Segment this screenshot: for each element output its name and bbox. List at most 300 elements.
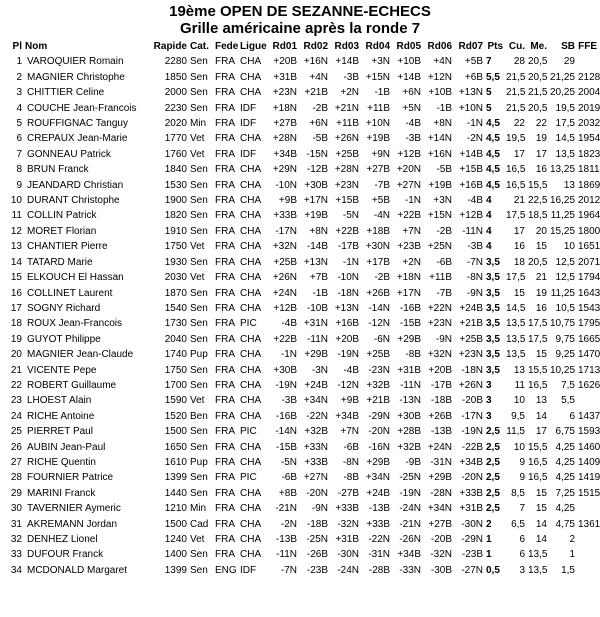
cell-ligue: CHA <box>240 364 262 376</box>
cell-me: 15 <box>535 503 547 515</box>
cell-rd07: -19N <box>461 426 483 438</box>
cell-rd04: +5B <box>371 195 390 207</box>
cell-rd03: -6B <box>343 441 359 453</box>
cell-rd05: +18N <box>396 272 421 284</box>
cell-rd02: +21B <box>304 87 328 99</box>
cell-rd01: +24N <box>272 287 297 299</box>
cell-rd03: -27B <box>337 487 359 499</box>
cell-nom: AUBIN Jean-Paul <box>27 441 106 453</box>
cell-ligue: CHA <box>240 210 262 222</box>
cell-ligue: CHA <box>240 379 262 391</box>
cell-sb: 19,5 <box>555 102 575 114</box>
cell-pl: 22 <box>10 379 22 391</box>
cell-nom: DUFOUR Franck <box>27 549 104 561</box>
cell-ligue: CHA <box>240 241 262 253</box>
cell-rd02: +29B <box>304 349 328 361</box>
cell-rapide: 1530 <box>164 179 187 191</box>
cell-pts: 4,5 <box>486 133 500 145</box>
cell-cu: 16 <box>513 241 525 253</box>
cell-fede: FRA <box>215 148 235 160</box>
cell-rd03: -19N <box>337 349 359 361</box>
cell-rd06: -30B <box>430 564 452 576</box>
cell-fede: FRA <box>215 56 235 68</box>
cell-pl: 6 <box>16 133 22 145</box>
cell-nom: TATARD Marie <box>27 256 93 268</box>
cell-rd02: +24B <box>304 379 328 391</box>
cell-rd07: -2N <box>466 133 483 145</box>
cell-pts: 3,5 <box>486 364 500 376</box>
cell-me: 14 <box>535 410 547 422</box>
cell-rd02: +31N <box>303 318 328 330</box>
cell-cu: 3 <box>519 564 525 576</box>
cell-cat: Sen <box>190 195 208 207</box>
cell-rd03: -30N <box>337 549 359 561</box>
cell-rd05: +14B <box>397 71 421 83</box>
cell-rd07: +24B <box>459 302 483 314</box>
cell-rd03: +21N <box>334 102 359 114</box>
header-rd05: Rd05 <box>396 41 421 52</box>
cell-cat: Pup <box>190 456 208 468</box>
cell-rd04: +3N <box>371 56 390 68</box>
cell-rd06: -5B <box>436 164 452 176</box>
table-row <box>0 378 600 393</box>
cell-pts: 3,5 <box>486 349 500 361</box>
cell-fede: FRA <box>215 71 235 83</box>
cell-sb: 12,5 <box>555 272 575 284</box>
cell-rapide: 1590 <box>164 395 187 407</box>
cell-cat: Vet <box>190 241 205 253</box>
cell-ligue: CHA <box>240 349 262 361</box>
cell-pts: 2,5 <box>486 426 500 438</box>
cell-me: 15 <box>535 487 547 499</box>
cell-nom: CHITTIER Celine <box>27 87 105 99</box>
cell-sb: 12,5 <box>555 256 575 268</box>
cell-rd06: +12N <box>427 71 452 83</box>
cell-rd05: +27N <box>396 179 421 191</box>
cell-rd04: +26B <box>366 287 390 299</box>
cell-rd07: +5B <box>464 56 483 68</box>
cell-rd05: +12B <box>397 148 421 160</box>
cell-rd04: -4N <box>373 210 390 222</box>
cell-rd05: -13N <box>399 395 421 407</box>
cell-rd07: +13N <box>458 87 483 99</box>
cell-rd04: +29B <box>366 456 390 468</box>
cell-sb: 14,5 <box>555 133 575 145</box>
cell-nom: VICENTE Pepe <box>27 364 97 376</box>
cell-cu: 8,5 <box>511 487 525 499</box>
cell-rd07: +14B <box>459 148 483 160</box>
cell-rd07: +23N <box>458 349 483 361</box>
cell-rd01: +30B <box>273 364 297 376</box>
cell-rd02: +32B <box>304 426 328 438</box>
cell-me: 20,5 <box>528 102 548 114</box>
cell-rd06: -9N <box>435 333 452 345</box>
table-row <box>0 393 600 408</box>
cell-rd04: -23N <box>368 364 390 376</box>
cell-sb: 21,25 <box>550 71 576 83</box>
cell-nom: DURANT Christophe <box>27 195 120 207</box>
cell-pts: 3 <box>486 410 492 422</box>
cell-rd05: -16B <box>399 302 421 314</box>
cell-pl: 14 <box>10 256 22 268</box>
cell-fede: FRA <box>215 195 235 207</box>
cell-rapide: 1730 <box>164 318 187 330</box>
cell-pts: 4 <box>486 225 492 237</box>
cell-fede: FRA <box>215 287 235 299</box>
cell-cat: Sen <box>190 225 208 237</box>
table-row <box>0 131 600 146</box>
cell-rapide: 1700 <box>164 379 187 391</box>
cell-rd03: +7N <box>340 426 359 438</box>
cell-rd04: +34N <box>365 472 390 484</box>
cell-ffe: 1543 <box>578 302 600 314</box>
cell-rd02: +19B <box>304 210 328 222</box>
cell-nom: GUYOT Philippe <box>27 333 101 345</box>
cell-me: 16 <box>535 164 547 176</box>
cell-rd06: -31N <box>430 456 452 468</box>
cell-pts: 3,5 <box>486 302 500 314</box>
cell-sb: 10,5 <box>555 302 575 314</box>
cell-rd07: +12B <box>459 210 483 222</box>
cell-rd05: +5N <box>402 102 421 114</box>
cell-rd05: -9B <box>405 456 421 468</box>
cell-rd02: +27N <box>303 472 328 484</box>
cell-fede: FRA <box>215 518 235 530</box>
cell-rd01: -3B <box>281 395 297 407</box>
table-row <box>0 347 600 362</box>
cell-ffe: 1713 <box>578 364 600 376</box>
header-cat: Cat. <box>190 41 209 52</box>
cell-rd05: +23B <box>397 241 421 253</box>
cell-rd01: +27B <box>273 118 297 130</box>
cell-fede: FRA <box>215 118 235 130</box>
cell-rapide: 1440 <box>164 487 187 499</box>
table-row <box>0 162 600 177</box>
cell-nom: MCDONALD Margaret <box>27 564 128 576</box>
cell-rd02: +7B <box>309 272 328 284</box>
cell-cat: Ben <box>190 410 208 422</box>
table-row <box>0 455 600 470</box>
cell-rd01: -14N <box>275 426 297 438</box>
table-row <box>0 517 600 532</box>
cell-pl: 26 <box>10 441 22 453</box>
cell-rd05: +7N <box>402 225 421 237</box>
cell-sb: 16,25 <box>550 195 576 207</box>
cell-rd01: -4B <box>281 318 297 330</box>
cell-pts: 4 <box>486 241 492 253</box>
cell-me: 20,5 <box>528 56 548 68</box>
cell-ligue: CHA <box>240 503 262 515</box>
cell-rd03: +25B <box>335 148 359 160</box>
cell-pl: 20 <box>10 349 22 361</box>
cell-pts: 3,5 <box>486 318 500 330</box>
cell-rd02: -20N <box>306 487 328 499</box>
cell-rd07: -11N <box>462 225 483 237</box>
cell-rd04: +25B <box>366 349 390 361</box>
cell-rd01: +22B <box>273 333 297 345</box>
cell-rd04: +24B <box>366 487 390 499</box>
cell-pts: 4 <box>486 195 492 207</box>
cell-pts: 1 <box>486 534 492 545</box>
cell-rd07: -27N <box>461 564 483 576</box>
header-nom: Nom <box>25 41 48 52</box>
cell-rd07: -18N <box>461 364 483 376</box>
cell-nom: COUCHE Jean-Francois <box>27 102 137 114</box>
cell-rd03: -17B <box>337 241 359 253</box>
header-rd07: Rd07 <box>458 41 483 52</box>
cell-cat: Vet <box>190 395 205 407</box>
cell-rd05: +34B <box>397 549 421 561</box>
cell-rd03: +14B <box>335 56 359 68</box>
cell-rd05: +32B <box>397 441 421 453</box>
cell-rd05: -21N <box>399 518 421 530</box>
cell-rd04: +10N <box>365 118 390 130</box>
cell-rd03: -4B <box>343 364 359 376</box>
cell-rd02: -2B <box>312 102 328 114</box>
cell-pl: 29 <box>10 487 22 499</box>
cell-rd04: +27B <box>366 164 390 176</box>
cell-rd03: +9B <box>340 395 359 407</box>
header-rd04: Rd04 <box>365 41 390 52</box>
cell-ligue: CHA <box>240 549 262 561</box>
cell-rd04: +19B <box>366 133 390 145</box>
cell-pts: 2,5 <box>486 441 500 453</box>
cell-rd06: +32N <box>427 349 452 361</box>
tournament-title: 19ème OPEN DE SEZANNE-ECHECS <box>169 3 431 20</box>
cell-rd01: +28N <box>272 133 297 145</box>
cell-ligue: PIC <box>240 426 257 438</box>
cell-ffe: 1811 <box>578 164 600 176</box>
cell-rapide: 2000 <box>164 87 187 99</box>
cell-rd06: -32N <box>430 549 452 561</box>
cell-pl: 8 <box>16 164 22 176</box>
cell-me: 14 <box>535 518 547 530</box>
cell-rd01: +26N <box>272 272 297 284</box>
cell-nom: MAGNIER Jean-Claude <box>27 349 134 361</box>
cell-fede: FRA <box>215 456 235 468</box>
cell-rapide: 1500 <box>164 426 187 438</box>
cell-rd02: +17N <box>303 195 328 207</box>
cell-rd02: -1B <box>312 287 328 299</box>
cell-rd04: +15N <box>365 71 390 83</box>
cell-rd03: +13N <box>334 302 359 314</box>
cell-rd04: -22N <box>368 534 390 545</box>
cell-ligue: CHA <box>240 534 262 545</box>
cell-me: 16 <box>535 302 547 314</box>
cell-rd02: -15N <box>306 148 328 160</box>
table-row <box>0 101 600 116</box>
cell-pl: 32 <box>10 534 22 545</box>
cell-me: 21 <box>535 272 547 284</box>
cell-rd06: -13B <box>430 426 452 438</box>
cell-rd04: -12N <box>368 318 390 330</box>
cell-ligue: CHA <box>240 164 262 176</box>
cell-rd01: -7N <box>280 564 297 576</box>
cell-fede: FRA <box>215 364 235 376</box>
cell-pts: 4,5 <box>486 118 500 130</box>
cell-cu: 22 <box>513 118 525 130</box>
cell-ligue: CHA <box>240 256 262 268</box>
cell-rd04: -13B <box>368 503 390 515</box>
cell-rd04: -6N <box>373 333 390 345</box>
cell-rd03: -3B <box>343 71 359 83</box>
cell-pts: 4,5 <box>486 179 500 191</box>
table-row <box>0 286 600 301</box>
cell-rapide: 1750 <box>164 364 187 376</box>
cell-ligue: IDF <box>240 118 257 130</box>
table-row <box>0 54 600 69</box>
cell-ffe <box>578 393 600 408</box>
cell-pl: 9 <box>16 179 22 191</box>
cell-rd01: -19N <box>275 379 297 391</box>
cell-pl: 21 <box>10 364 22 376</box>
cell-pl: 1 <box>16 56 22 68</box>
cell-cu: 17 <box>513 148 525 160</box>
header-pts: Pts <box>487 41 503 52</box>
table-row <box>0 239 600 254</box>
cell-rapide: 1399 <box>164 472 187 484</box>
cell-rd07: -4B <box>467 195 483 207</box>
table-row <box>0 85 600 100</box>
cell-sb: 11,25 <box>550 287 575 299</box>
cell-rd06: -28N <box>430 487 452 499</box>
cell-pl: 4 <box>16 102 22 114</box>
cell-rd06: +29B <box>428 472 452 484</box>
cell-nom: PIERRET Paul <box>27 426 93 438</box>
cell-rd05: -11N <box>400 379 421 391</box>
table-row <box>0 147 600 162</box>
cell-rd01: -21N <box>275 503 297 515</box>
cell-pts: 4,5 <box>486 148 500 160</box>
cell-pl: 12 <box>10 225 22 237</box>
cell-ffe: 1437 <box>578 410 600 422</box>
table-row <box>0 470 600 485</box>
cell-rapide: 1740 <box>164 349 187 361</box>
cell-ffe: 1409 <box>578 456 600 468</box>
cell-me: 13,5 <box>528 564 548 576</box>
header-rd02: Rd02 <box>303 41 328 52</box>
cell-rd04: +11B <box>367 102 390 114</box>
cell-pts: 5 <box>486 102 492 114</box>
cell-cu: 7 <box>519 503 525 515</box>
cell-rd07: -29N <box>461 534 483 545</box>
cell-rd07: +6B <box>464 71 483 83</box>
cell-me: 20,5 <box>528 256 548 268</box>
cell-rd02: -5B <box>312 133 328 145</box>
cell-rapide: 2230 <box>164 102 187 114</box>
cell-rd02: -10B <box>306 302 328 314</box>
cell-rd05: +10B <box>397 56 421 68</box>
cell-rd06: +23N <box>427 318 452 330</box>
cell-cu: 9 <box>519 456 525 468</box>
cell-ffe <box>578 532 600 547</box>
cell-nom: CHANTIER Pierre <box>27 241 108 253</box>
cell-rd02: -14B <box>306 241 328 253</box>
cell-me: 16,5 <box>528 472 548 484</box>
cell-ffe: 2128 <box>578 71 600 83</box>
cell-me: 22 <box>535 118 547 130</box>
table-row <box>0 563 600 578</box>
cell-me: 17,5 <box>528 333 548 345</box>
cell-fede: FRA <box>215 318 235 330</box>
cell-rd02: +13N <box>303 256 328 268</box>
cell-rd03: +2N <box>340 87 359 99</box>
cell-rd06: +15N <box>427 210 452 222</box>
cell-pts: 2,5 <box>486 487 500 499</box>
cell-cu: 19,5 <box>506 133 526 145</box>
cell-ligue: CHA <box>240 287 262 299</box>
cell-me: 17 <box>535 148 547 160</box>
cell-rd06: +20B <box>428 364 452 376</box>
cell-rapide: 1930 <box>164 256 187 268</box>
cell-rd06: +8N <box>433 118 452 130</box>
cell-rd02: +8N <box>309 225 328 237</box>
cell-pl: 15 <box>10 272 22 284</box>
cell-pl: 13 <box>10 241 22 253</box>
cell-cat: Sen <box>190 87 208 99</box>
cell-rd05: -19N <box>399 487 421 499</box>
cell-ffe: 1460 <box>578 441 600 453</box>
cell-cu: 6 <box>519 534 525 545</box>
cell-cat: Sen <box>190 441 208 453</box>
cell-cat: Sen <box>190 333 208 345</box>
cell-sb: 4,75 <box>555 518 575 530</box>
cell-sb: 20,25 <box>550 87 576 99</box>
cell-cat: Min <box>190 118 207 130</box>
cell-rd07: -3B <box>467 241 483 253</box>
cell-pl: 18 <box>10 318 22 330</box>
cell-rd03: +20B <box>335 333 359 345</box>
cell-rd06: -6B <box>436 256 452 268</box>
cell-ffe: 2012 <box>578 195 600 207</box>
cell-sb: 13 <box>563 179 575 191</box>
cell-sb: 6 <box>569 410 575 422</box>
header-rd03: Rd03 <box>334 41 359 52</box>
cell-cat: Sen <box>190 256 208 268</box>
cell-rd06: +10B <box>428 87 452 99</box>
cell-cat: Pup <box>190 349 208 361</box>
cell-rd04: -14N <box>368 302 390 314</box>
cell-fede: FRA <box>215 210 235 222</box>
cell-pts: 3,5 <box>486 333 500 345</box>
cell-rd03: -5N <box>342 210 359 222</box>
cell-pl: 16 <box>10 287 22 299</box>
cell-ligue: CHA <box>240 333 262 345</box>
cell-me: 15 <box>535 241 547 253</box>
cell-pl: 31 <box>10 518 22 530</box>
cell-rd01: +32N <box>272 241 297 253</box>
cell-pl: 2 <box>16 71 22 83</box>
cell-cu: 21,5 <box>506 102 526 114</box>
cell-rd02: -25N <box>306 534 328 545</box>
cell-me: 15,5 <box>528 441 548 453</box>
cell-rd06: -2B <box>436 225 452 237</box>
cell-cat: Sen <box>190 472 208 484</box>
cell-rd06: +11B <box>429 272 452 284</box>
cell-nom: RICHE Quentin <box>27 456 96 468</box>
cell-rd01: +33B <box>273 210 297 222</box>
cell-nom: COLLINET Laurent <box>27 287 113 299</box>
cell-rd02: +33B <box>304 456 328 468</box>
cell-rapide: 1850 <box>164 71 187 83</box>
cell-pl: 19 <box>10 333 22 345</box>
header-rd01: Rd01 <box>272 41 297 52</box>
cell-rd07: +31B <box>459 503 483 515</box>
cell-sb: 7,25 <box>555 487 575 499</box>
cell-pl: 24 <box>10 410 22 422</box>
cell-rapide: 1520 <box>164 410 187 422</box>
cell-rapide: 1760 <box>164 148 187 160</box>
